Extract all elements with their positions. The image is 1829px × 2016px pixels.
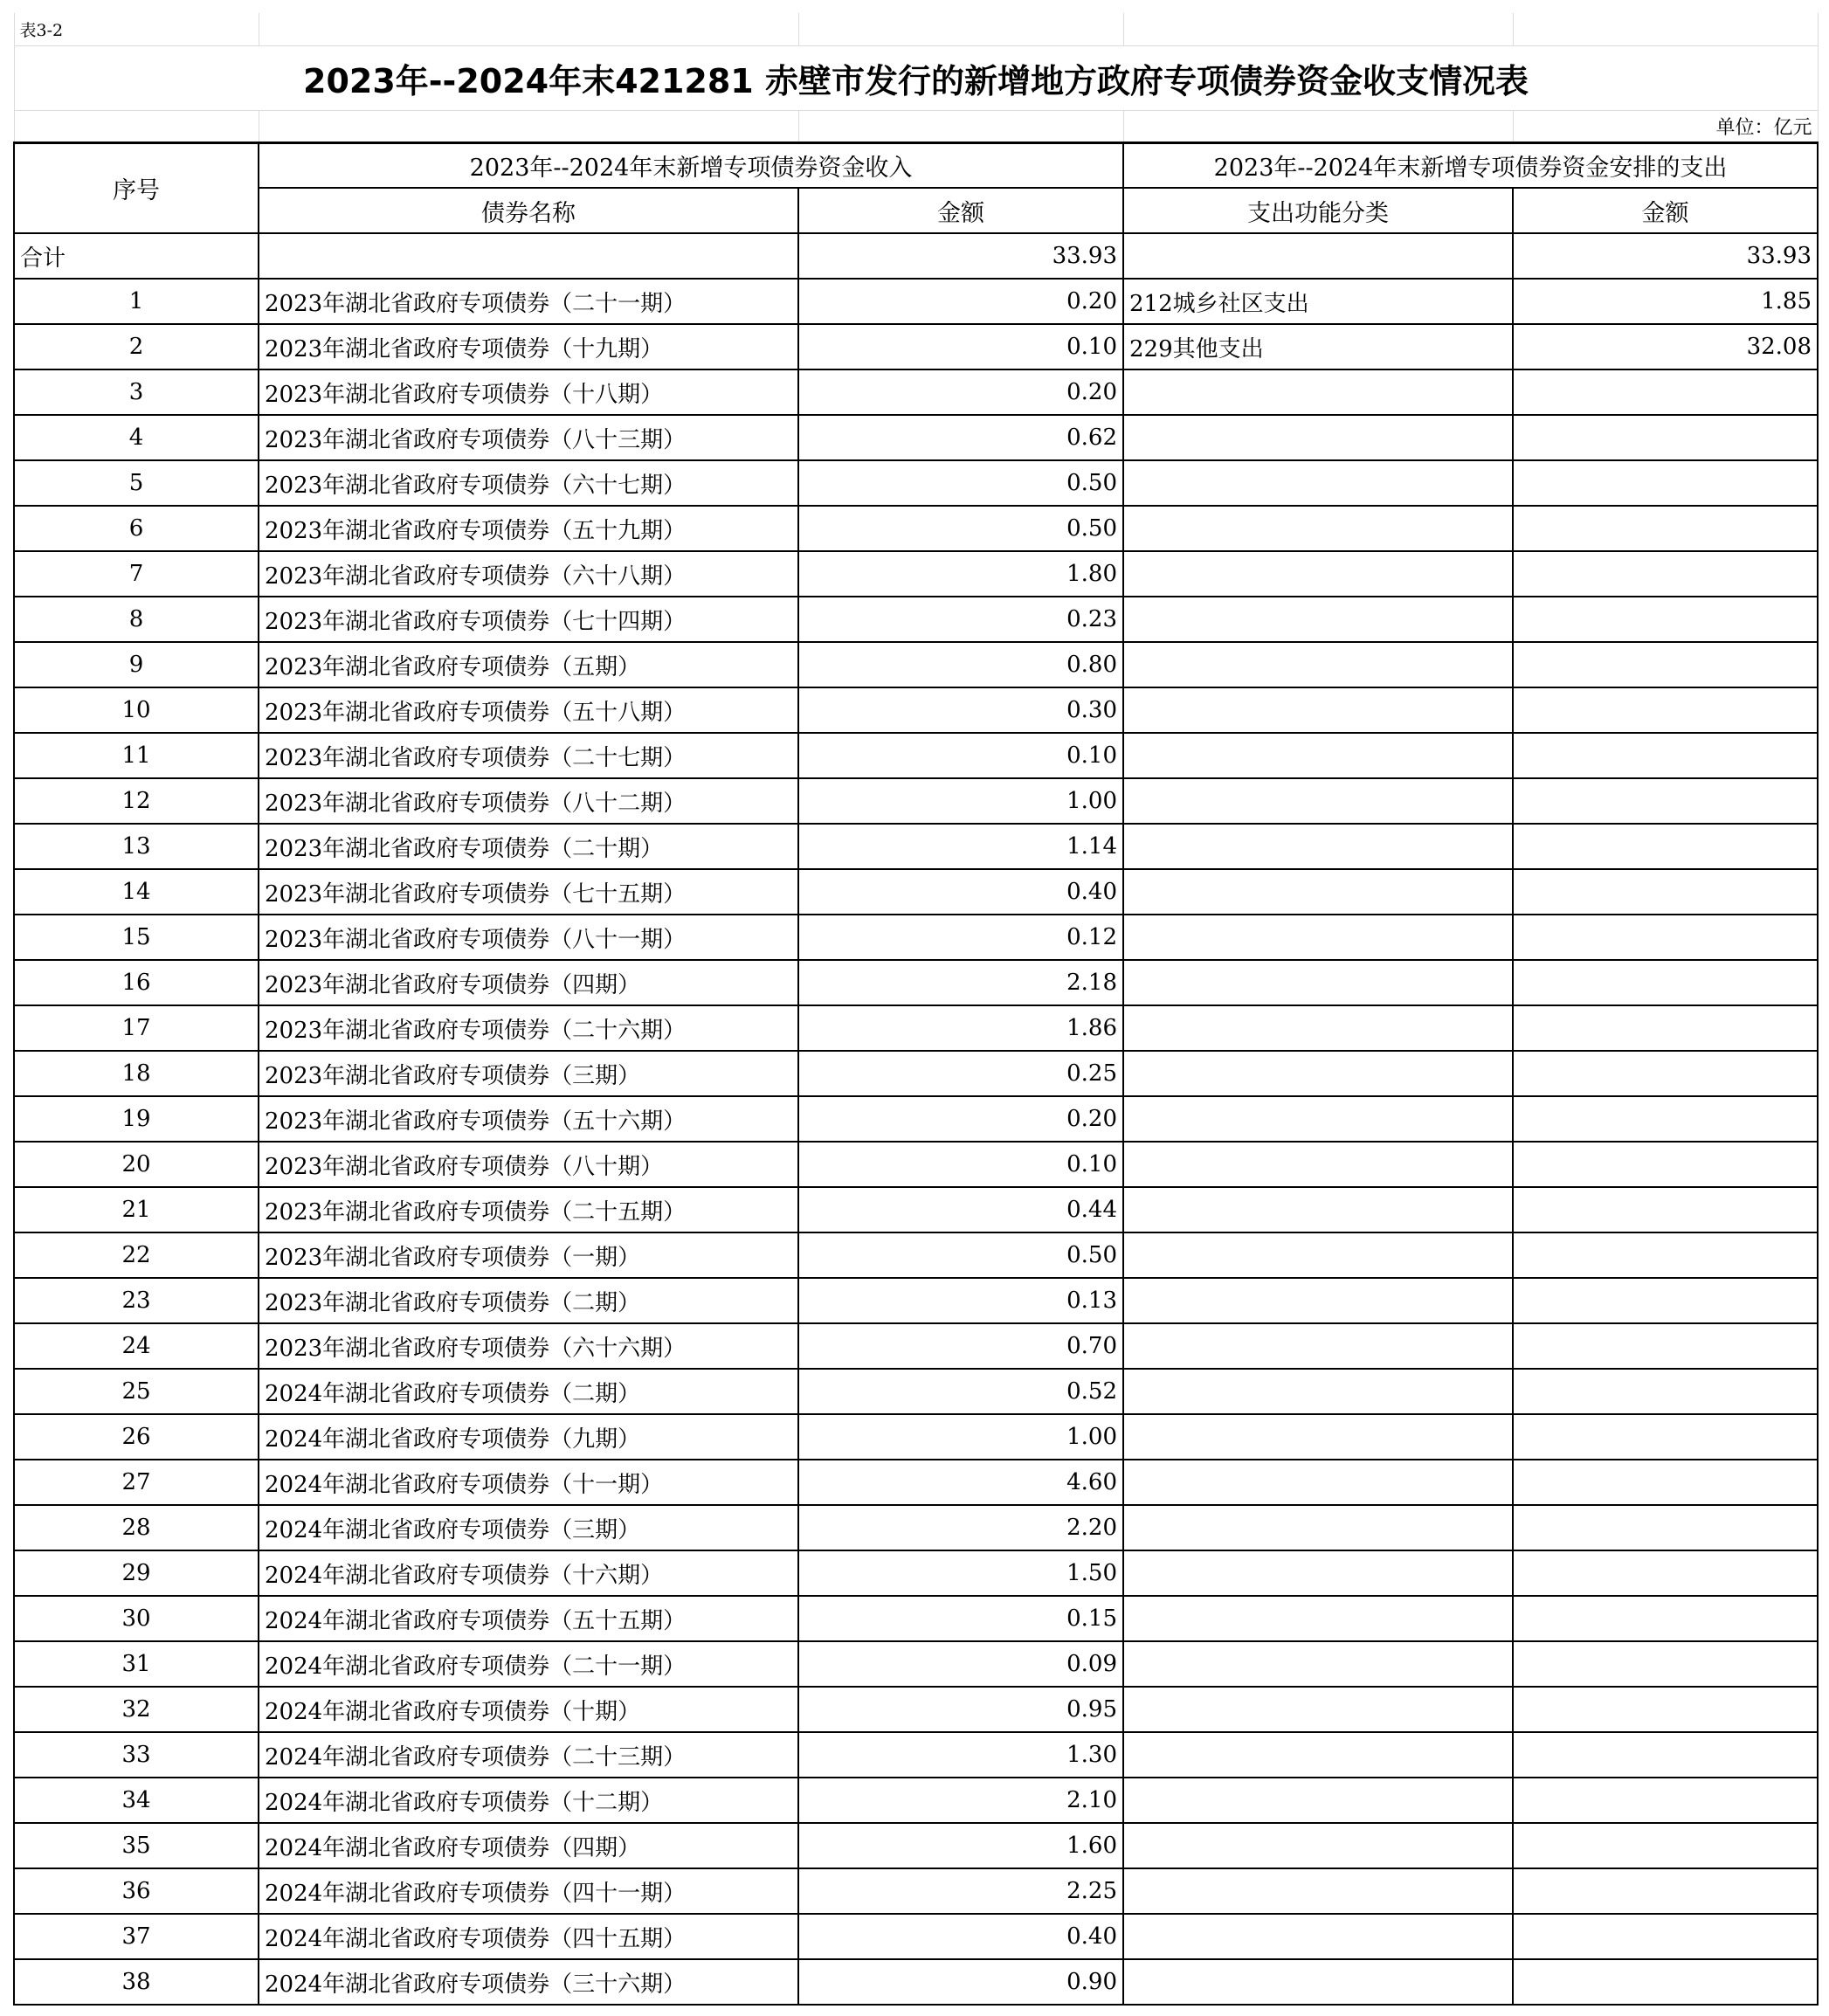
row-expense-amount[interactable] (1513, 1460, 1818, 1505)
row-bond-name[interactable]: 2024年湖北省政府专项债券（四十五期） (259, 1914, 798, 1959)
table-row (14, 551, 1818, 597)
row-expense-amount[interactable] (1513, 1051, 1818, 1096)
row-seq[interactable]: 33 (14, 1732, 259, 1778)
row-bond-name[interactable]: 2023年湖北省政府专项债券（二十五期） (259, 1187, 798, 1232)
row-seq[interactable]: 31 (14, 1641, 259, 1687)
row-expense-category[interactable] (1123, 1505, 1513, 1550)
table-row (14, 1778, 1818, 1823)
row-bond-name[interactable]: 2023年湖北省政府专项债券（八十二期） (259, 778, 798, 824)
empty-cell[interactable] (259, 233, 798, 279)
row-expense-amount[interactable] (1513, 778, 1818, 824)
row-expense-category[interactable] (1123, 1778, 1513, 1823)
row-bond-name[interactable]: 2023年湖北省政府专项债券（三期） (259, 1051, 798, 1096)
row-income-amount[interactable]: 0.25 (798, 1051, 1123, 1096)
row-expense-amount[interactable] (1513, 1914, 1818, 1959)
table-row (14, 687, 1818, 733)
row-bond-name[interactable]: 2024年湖北省政府专项债券（三期） (259, 1505, 798, 1550)
row-expense-amount[interactable] (1513, 369, 1818, 415)
table-row (14, 1460, 1818, 1505)
row-seq[interactable]: 24 (14, 1323, 259, 1369)
row-bond-name[interactable]: 2023年湖北省政府专项债券（一期） (259, 1232, 798, 1278)
table-grid (14, 142, 1818, 2005)
row-seq[interactable]: 11 (14, 733, 259, 778)
row-bond-name[interactable]: 2023年湖北省政府专项债券（十八期） (259, 369, 798, 415)
row-expense-category[interactable] (1123, 1959, 1513, 2005)
row-expense-category[interactable] (1123, 778, 1513, 824)
title-row (14, 45, 1818, 110)
row-income-amount[interactable]: 0.15 (798, 1596, 1123, 1641)
row-bond-name[interactable]: 2023年湖北省政府专项债券（六十八期） (259, 551, 798, 597)
debt-table (13, 13, 1819, 2006)
row-bond-name[interactable]: 2023年湖北省政府专项债券（四期） (259, 960, 798, 1005)
row-expense-amount[interactable] (1513, 1414, 1818, 1460)
row-expense-amount[interactable] (1513, 1732, 1818, 1778)
row-expense-category[interactable] (1123, 869, 1513, 915)
row-income-amount[interactable]: 2.18 (798, 960, 1123, 1005)
row-income-amount[interactable]: 1.86 (798, 1005, 1123, 1051)
row-expense-category[interactable] (1123, 1868, 1513, 1914)
row-bond-name[interactable]: 2023年湖北省政府专项债券（二期） (259, 1278, 798, 1323)
table-row (14, 1550, 1818, 1596)
row-income-amount[interactable]: 0.20 (798, 1096, 1123, 1142)
table-row (14, 1732, 1818, 1778)
row-income-amount[interactable]: 0.13 (798, 1278, 1123, 1323)
row-bond-name[interactable]: 2024年湖北省政府专项债券（三十六期） (259, 1959, 798, 2005)
row-expense-amount[interactable] (1513, 687, 1818, 733)
empty-cell[interactable] (259, 13, 798, 45)
row-expense-category[interactable] (1123, 915, 1513, 960)
row-seq[interactable]: 2 (14, 324, 259, 369)
table-row (14, 1142, 1818, 1187)
row-seq[interactable]: 14 (14, 869, 259, 915)
row-expense-category[interactable] (1123, 415, 1513, 460)
row-expense-category[interactable] (1123, 1414, 1513, 1460)
table-row (14, 1096, 1818, 1142)
table-row (14, 1596, 1818, 1641)
row-bond-name[interactable]: 2023年湖北省政府专项债券（五期） (259, 642, 798, 687)
row-expense-amount[interactable] (1513, 642, 1818, 687)
row-expense-amount[interactable] (1513, 1959, 1818, 2005)
table-row (14, 824, 1818, 869)
row-income-amount[interactable]: 2.25 (798, 1868, 1123, 1914)
empty-cell[interactable] (1123, 233, 1513, 279)
row-seq[interactable]: 34 (14, 1778, 259, 1823)
row-expense-amount[interactable] (1513, 1096, 1818, 1142)
row-seq[interactable]: 9 (14, 642, 259, 687)
spreadsheet (13, 13, 1817, 2006)
row-expense-category[interactable] (1123, 824, 1513, 869)
row-expense-category[interactable] (1123, 369, 1513, 415)
row-seq[interactable]: 10 (14, 687, 259, 733)
row-bond-name[interactable]: 2024年湖北省政府专项债券（十期） (259, 1687, 798, 1732)
row-income-amount[interactable]: 4.60 (798, 1460, 1123, 1505)
row-seq[interactable]: 35 (14, 1823, 259, 1868)
row-expense-category[interactable] (1123, 1596, 1513, 1641)
row-income-amount[interactable]: 0.09 (798, 1641, 1123, 1687)
table-row (14, 1323, 1818, 1369)
row-bond-name[interactable]: 2024年湖北省政府专项债券（十六期） (259, 1550, 798, 1596)
row-seq[interactable]: 6 (14, 506, 259, 551)
row-seq[interactable]: 26 (14, 1414, 259, 1460)
row-income-amount[interactable]: 0.30 (798, 687, 1123, 733)
row-expense-amount[interactable] (1513, 1823, 1818, 1868)
row-seq[interactable]: 13 (14, 824, 259, 869)
row-seq[interactable]: 38 (14, 1959, 259, 2005)
row-expense-category[interactable] (1123, 1914, 1513, 1959)
row-expense-amount[interactable] (1513, 1778, 1818, 1823)
row-bond-name[interactable]: 2024年湖北省政府专项债券（二十三期） (259, 1732, 798, 1778)
row-expense-amount[interactable] (1513, 1278, 1818, 1323)
row-expense-category[interactable] (1123, 1732, 1513, 1778)
row-bond-name[interactable]: 2023年湖北省政府专项债券（二十期） (259, 824, 798, 869)
table-row (14, 1687, 1818, 1732)
table-row (14, 415, 1818, 460)
total-label[interactable]: 合计 (14, 233, 259, 279)
row-income-amount[interactable]: 0.23 (798, 597, 1123, 642)
row-income-amount[interactable]: 0.40 (798, 869, 1123, 915)
row-bond-name[interactable]: 2024年湖北省政府专项债券（五十五期） (259, 1596, 798, 1641)
row-expense-category[interactable] (1123, 1005, 1513, 1051)
row-income-amount[interactable]: 0.12 (798, 915, 1123, 960)
row-expense-amount[interactable] (1513, 960, 1818, 1005)
row-income-amount[interactable]: 0.80 (798, 642, 1123, 687)
row-expense-amount[interactable] (1513, 1369, 1818, 1414)
header-bond-name[interactable]: 债券名称 (259, 188, 798, 233)
empty-cell[interactable] (259, 110, 798, 142)
row-expense-category[interactable] (1123, 460, 1513, 506)
total-income-amount[interactable]: 33.93 (798, 233, 1123, 279)
row-expense-amount[interactable] (1513, 1005, 1818, 1051)
row-expense-amount[interactable] (1513, 1505, 1818, 1550)
row-bond-name[interactable]: 2024年湖北省政府专项债券（二十一期） (259, 1641, 798, 1687)
row-expense-category[interactable] (1123, 1641, 1513, 1687)
row-expense-category[interactable] (1123, 597, 1513, 642)
row-income-amount[interactable]: 2.20 (798, 1505, 1123, 1550)
row-bond-name[interactable]: 2024年湖北省政府专项债券（九期） (259, 1414, 798, 1460)
row-expense-amount[interactable] (1513, 824, 1818, 869)
row-bond-name[interactable]: 2023年湖北省政府专项债券（五十六期） (259, 1096, 798, 1142)
row-income-amount[interactable]: 1.30 (798, 1732, 1123, 1778)
row-expense-amount[interactable] (1513, 915, 1818, 960)
row-bond-name[interactable]: 2023年湖北省政府专项债券（八十一期） (259, 915, 798, 960)
row-bond-name[interactable]: 2024年湖北省政府专项债券（四十一期） (259, 1868, 798, 1914)
row-seq[interactable]: 29 (14, 1550, 259, 1596)
page-title[interactable]: 2023年--2024年末421281 赤壁市发行的新增地方政府专项债券资金收支情况表 (14, 45, 1818, 110)
row-income-amount[interactable]: 1.80 (798, 551, 1123, 597)
row-seq[interactable]: 3 (14, 369, 259, 415)
row-expense-category[interactable] (1123, 1550, 1513, 1596)
table-row (14, 460, 1818, 506)
table-row (14, 1005, 1818, 1051)
row-expense-amount[interactable] (1513, 1187, 1818, 1232)
row-expense-category[interactable]: 229其他支出 (1123, 324, 1513, 369)
table-row (14, 960, 1818, 1005)
row-income-amount[interactable]: 1.00 (798, 1414, 1123, 1460)
empty-cell[interactable] (1513, 13, 1818, 45)
row-income-amount[interactable]: 0.20 (798, 369, 1123, 415)
row-expense-category[interactable] (1123, 1096, 1513, 1142)
total-expense-amount[interactable]: 33.93 (1513, 233, 1818, 279)
row-expense-category[interactable] (1123, 687, 1513, 733)
table-row (14, 1959, 1818, 2005)
row-expense-category[interactable] (1123, 733, 1513, 778)
table-row (14, 1914, 1818, 1959)
row-expense-amount[interactable]: 32.08 (1513, 324, 1818, 369)
table-row (14, 324, 1818, 369)
row-expense-amount[interactable] (1513, 506, 1818, 551)
row-income-amount[interactable]: 0.90 (798, 1959, 1123, 2005)
row-bond-name[interactable]: 2023年湖北省政府专项债券（二十一期） (259, 279, 798, 324)
unit-row (14, 110, 1818, 142)
row-expense-amount[interactable] (1513, 733, 1818, 778)
row-seq[interactable]: 21 (14, 1187, 259, 1232)
row-expense-category[interactable] (1123, 1460, 1513, 1505)
row-expense-amount[interactable] (1513, 1641, 1818, 1687)
table-row (14, 1823, 1818, 1868)
row-expense-amount[interactable] (1513, 1232, 1818, 1278)
row-expense-amount[interactable] (1513, 1323, 1818, 1369)
row-expense-amount[interactable] (1513, 460, 1818, 506)
row-expense-amount[interactable] (1513, 1550, 1818, 1596)
row-income-amount[interactable]: 0.10 (798, 1142, 1123, 1187)
row-seq[interactable]: 15 (14, 915, 259, 960)
row-bond-name[interactable]: 2023年湖北省政府专项债券（二十六期） (259, 1005, 798, 1051)
row-seq[interactable]: 28 (14, 1505, 259, 1550)
row-seq[interactable]: 8 (14, 597, 259, 642)
row-expense-category[interactable] (1123, 1323, 1513, 1369)
row-income-amount[interactable]: 0.50 (798, 1232, 1123, 1278)
row-seq[interactable]: 17 (14, 1005, 259, 1051)
table-row (14, 642, 1818, 687)
row-seq[interactable]: 19 (14, 1096, 259, 1142)
table-row (14, 1187, 1818, 1232)
row-expense-amount[interactable] (1513, 1142, 1818, 1187)
row-income-amount[interactable]: 0.44 (798, 1187, 1123, 1232)
row-income-amount[interactable]: 0.10 (798, 733, 1123, 778)
empty-cell[interactable] (14, 110, 259, 142)
header-seq[interactable]: 序号 (14, 142, 259, 233)
row-expense-category[interactable] (1123, 1278, 1513, 1323)
row-bond-name[interactable]: 2024年湖北省政府专项债券（四期） (259, 1823, 798, 1868)
header-expense-category[interactable]: 支出功能分类 (1123, 188, 1513, 233)
header-income-group[interactable]: 2023年--2024年末新增专项债券资金收入 (259, 142, 1123, 188)
row-income-amount[interactable]: 0.62 (798, 415, 1123, 460)
table-row (14, 733, 1818, 778)
empty-cell[interactable] (1123, 13, 1513, 45)
row-income-amount[interactable]: 0.20 (798, 279, 1123, 324)
row-expense-category[interactable] (1123, 1051, 1513, 1096)
empty-cell[interactable] (798, 13, 1123, 45)
row-income-amount[interactable]: 0.10 (798, 324, 1123, 369)
row-income-amount[interactable]: 0.50 (798, 460, 1123, 506)
row-expense-category[interactable] (1123, 642, 1513, 687)
row-expense-category[interactable] (1123, 1823, 1513, 1868)
empty-cell[interactable] (1123, 110, 1513, 142)
row-income-amount[interactable]: 0.40 (798, 1914, 1123, 1959)
row-bond-name[interactable]: 2023年湖北省政府专项债券（八十期） (259, 1142, 798, 1187)
empty-cell[interactable] (798, 110, 1123, 142)
row-bond-name[interactable]: 2023年湖北省政府专项债券（五十九期） (259, 506, 798, 551)
label-row (14, 13, 1818, 45)
table-row (14, 279, 1818, 324)
sheet-label[interactable]: 表3-2 (14, 13, 259, 45)
table-row (14, 1278, 1818, 1323)
row-seq[interactable]: 37 (14, 1914, 259, 1959)
row-bond-name[interactable]: 2023年湖北省政府专项债券（十九期） (259, 324, 798, 369)
row-expense-amount[interactable] (1513, 551, 1818, 597)
table-row (14, 1051, 1818, 1096)
row-seq[interactable]: 7 (14, 551, 259, 597)
header-expense-group[interactable]: 2023年--2024年末新增专项债券资金安排的支出 (1123, 142, 1818, 188)
row-expense-category[interactable] (1123, 1369, 1513, 1414)
row-expense-category[interactable] (1123, 960, 1513, 1005)
table-row (14, 778, 1818, 824)
table-row (14, 1232, 1818, 1278)
row-income-amount[interactable]: 1.60 (798, 1823, 1123, 1868)
row-expense-category[interactable] (1123, 1142, 1513, 1187)
row-income-amount[interactable]: 0.95 (798, 1687, 1123, 1732)
row-income-amount[interactable]: 2.10 (798, 1778, 1123, 1823)
row-expense-category[interactable] (1123, 1687, 1513, 1732)
row-seq[interactable]: 4 (14, 415, 259, 460)
row-expense-category[interactable] (1123, 1187, 1513, 1232)
row-income-amount[interactable]: 0.50 (798, 506, 1123, 551)
row-expense-amount[interactable] (1513, 1596, 1818, 1641)
row-seq[interactable]: 27 (14, 1460, 259, 1505)
row-seq[interactable]: 5 (14, 460, 259, 506)
row-seq[interactable]: 25 (14, 1369, 259, 1414)
row-seq[interactable]: 1 (14, 279, 259, 324)
row-seq[interactable]: 23 (14, 1278, 259, 1323)
table-row (14, 915, 1818, 960)
table-row (14, 506, 1818, 551)
row-expense-amount[interactable] (1513, 1687, 1818, 1732)
row-expense-category[interactable] (1123, 1232, 1513, 1278)
row-bond-name[interactable]: 2024年湖北省政府专项债券（十一期） (259, 1460, 798, 1505)
total-row (14, 233, 1818, 279)
row-bond-name[interactable]: 2023年湖北省政府专项债券（八十三期） (259, 415, 798, 460)
table-row (14, 369, 1818, 415)
row-bond-name[interactable]: 2023年湖北省政府专项债券（五十八期） (259, 687, 798, 733)
row-expense-category[interactable] (1123, 551, 1513, 597)
header-row-2 (14, 188, 1818, 233)
row-income-amount[interactable]: 1.50 (798, 1550, 1123, 1596)
row-seq[interactable]: 16 (14, 960, 259, 1005)
row-expense-amount[interactable]: 1.85 (1513, 279, 1818, 324)
row-seq[interactable]: 36 (14, 1868, 259, 1914)
table-row (14, 1369, 1818, 1414)
unit-label[interactable]: 单位：亿元 (1513, 110, 1818, 142)
table-row (14, 1868, 1818, 1914)
row-income-amount[interactable]: 0.52 (798, 1369, 1123, 1414)
row-expense-amount[interactable] (1513, 1868, 1818, 1914)
table-row (14, 869, 1818, 915)
row-income-amount[interactable]: 1.14 (798, 824, 1123, 869)
table-row (14, 1414, 1818, 1460)
table-row (14, 597, 1818, 642)
row-bond-name[interactable]: 2024年湖北省政府专项债券（二期） (259, 1369, 798, 1414)
row-seq[interactable]: 20 (14, 1142, 259, 1187)
row-bond-name[interactable]: 2023年湖北省政府专项债券（二十七期） (259, 733, 798, 778)
row-seq[interactable]: 30 (14, 1596, 259, 1641)
row-seq[interactable]: 32 (14, 1687, 259, 1732)
row-expense-category[interactable] (1123, 506, 1513, 551)
row-bond-name[interactable]: 2023年湖北省政府专项债券（六十七期） (259, 460, 798, 506)
header-income-amount[interactable]: 金额 (798, 188, 1123, 233)
row-expense-category[interactable]: 212城乡社区支出 (1123, 279, 1513, 324)
row-bond-name[interactable]: 2023年湖北省政府专项债券（七十四期） (259, 597, 798, 642)
row-income-amount[interactable]: 0.70 (798, 1323, 1123, 1369)
row-seq[interactable]: 18 (14, 1051, 259, 1096)
row-income-amount[interactable]: 1.00 (798, 778, 1123, 824)
header-expense-amount[interactable]: 金额 (1513, 188, 1818, 233)
row-expense-amount[interactable] (1513, 869, 1818, 915)
row-bond-name[interactable]: 2024年湖北省政府专项债券（十二期） (259, 1778, 798, 1823)
row-seq[interactable]: 22 (14, 1232, 259, 1278)
table-row (14, 1641, 1818, 1687)
table-row (14, 1505, 1818, 1550)
header-row-1 (14, 142, 1818, 188)
row-expense-amount[interactable] (1513, 415, 1818, 460)
row-expense-amount[interactable] (1513, 597, 1818, 642)
row-seq[interactable]: 12 (14, 778, 259, 824)
row-bond-name[interactable]: 2023年湖北省政府专项债券（七十五期） (259, 869, 798, 915)
row-bond-name[interactable]: 2023年湖北省政府专项债券（六十六期） (259, 1323, 798, 1369)
